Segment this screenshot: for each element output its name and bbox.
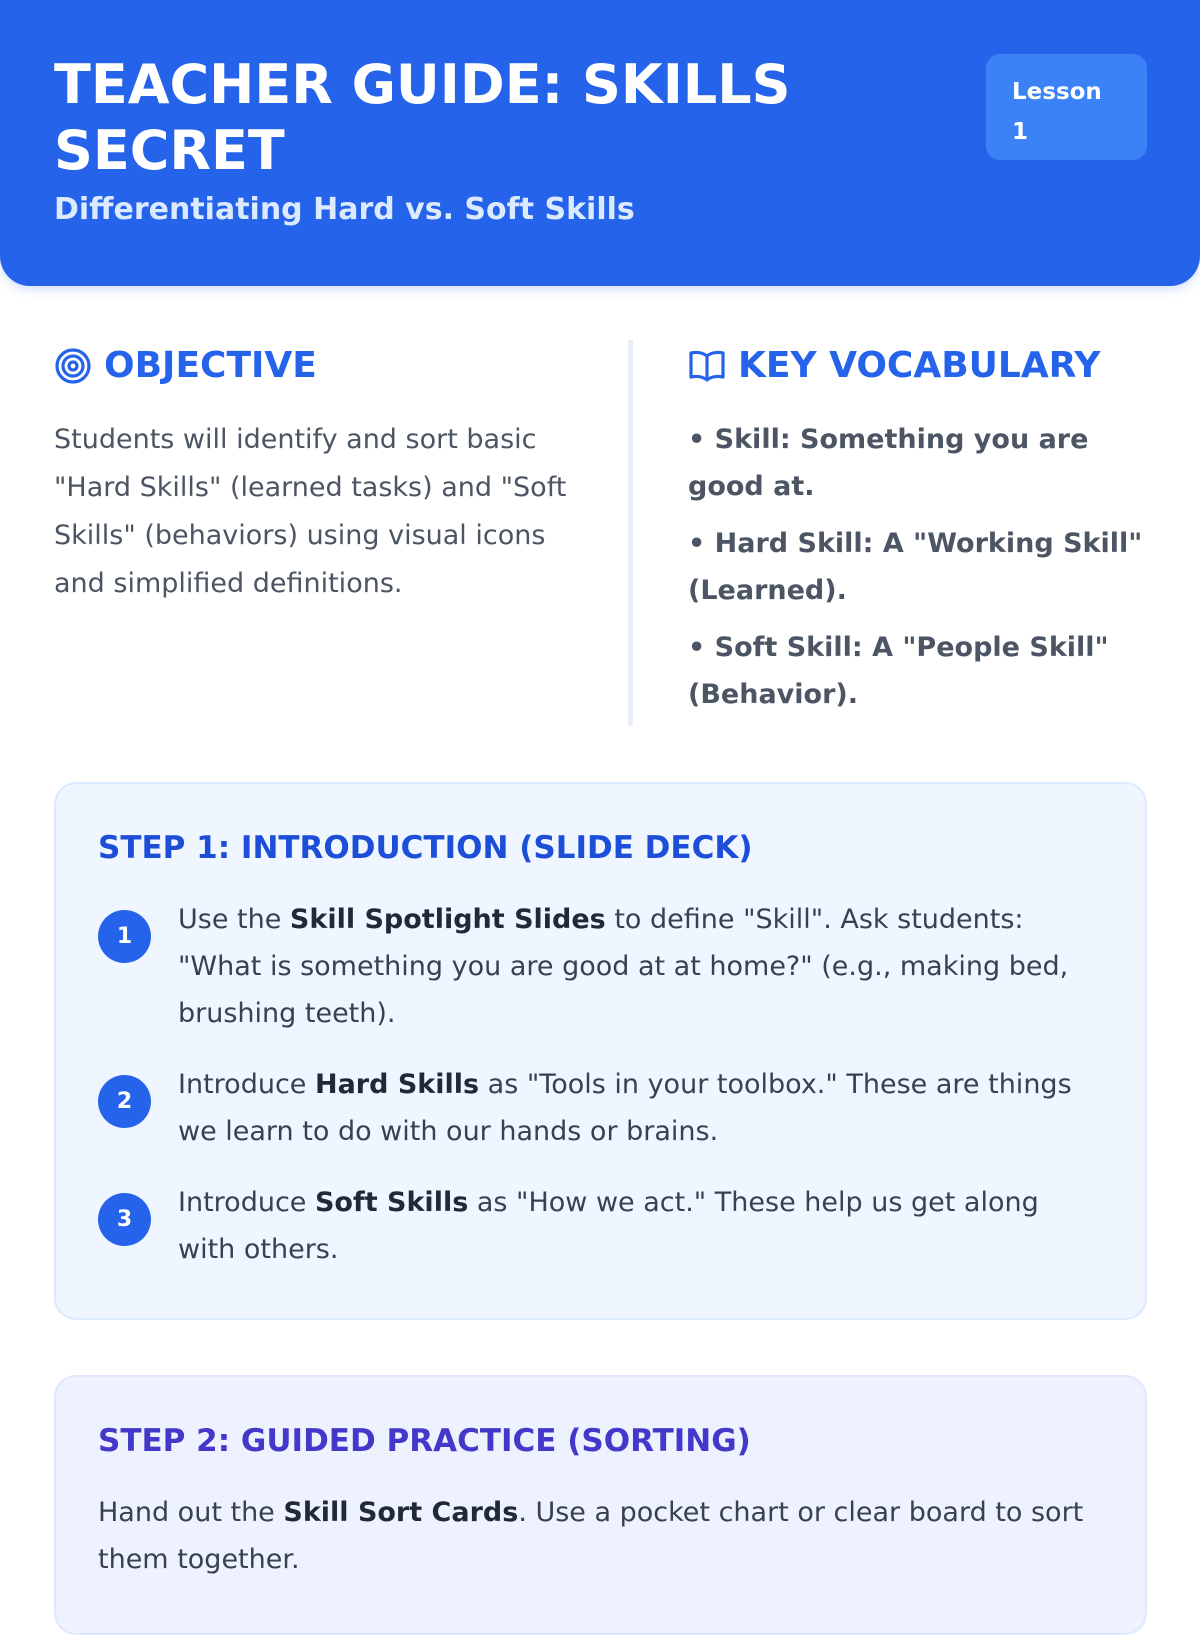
page-title: TEACHER GUIDE: SKILLS SECRET bbox=[54, 53, 791, 182]
step1-item bbox=[98, 896, 1108, 1037]
step1-title: STEP 1: INTRODUCTION (SLIDE DECK) bbox=[98, 830, 753, 866]
step-number-badge: 3 bbox=[98, 1193, 151, 1246]
step-text: Introduce Hard Skills as "Tools in your toolbox." These are things we learn to do with our hands or brains. bbox=[178, 1069, 1072, 1147]
step-highlight: Skill Sort Cards bbox=[283, 1497, 519, 1528]
header-banner bbox=[0, 0, 1200, 286]
lesson-badge: Lesson 1 bbox=[986, 54, 1147, 160]
vocabulary-heading bbox=[688, 340, 1148, 392]
vocabulary-list bbox=[688, 416, 1148, 718]
step2-text: Hand out the Skill Sort Cards. Use a pocket chart or clear board to sort them together. bbox=[98, 1497, 1084, 1575]
step-number-badge: 2 bbox=[98, 1075, 151, 1128]
objective-text: Students will identify and sort basic "Hard Skills" (learned tasks) and "Soft Skills" (behaviors) using visual icons and simplified definitions. bbox=[54, 424, 567, 599]
vocabulary-heading-label: KEY VOCABULARY bbox=[738, 345, 1101, 386]
step2-card bbox=[54, 1375, 1147, 1635]
step1-item bbox=[98, 1061, 1108, 1155]
step1-card bbox=[54, 782, 1147, 1320]
step1-item bbox=[98, 1179, 1108, 1273]
page-subtitle: Differentiating Hard vs. Soft Skills bbox=[54, 192, 635, 227]
step1-list bbox=[98, 896, 1108, 1297]
vocabulary-item-hard-skill: • Hard Skill: A "Working Skill" (Learned). bbox=[688, 528, 1143, 606]
step2-title: STEP 2: GUIDED PRACTICE (SORTING) bbox=[98, 1423, 751, 1459]
target-icon bbox=[54, 347, 92, 385]
vocabulary-section bbox=[688, 340, 1148, 728]
objective-section bbox=[54, 340, 594, 608]
step-number-badge: 1 bbox=[98, 910, 151, 963]
vocabulary-item-soft-skill: • Soft Skill: A "People Skill" (Behavior). bbox=[688, 632, 1109, 710]
step-highlight: Soft Skills bbox=[314, 1187, 469, 1218]
open-book-icon bbox=[688, 348, 726, 384]
step-highlight: Hard Skills bbox=[314, 1069, 480, 1100]
objective-heading bbox=[54, 340, 594, 392]
column-divider bbox=[628, 340, 633, 726]
step-text: Use the Skill Spotlight Slides to define "Skill". Ask students: "What is something you are good at at home?" (e.g., making bed, brushing teeth). bbox=[178, 904, 1069, 1029]
step-text: Introduce Soft Skills as "How we act." These help us get along with others. bbox=[178, 1187, 1039, 1265]
vocabulary-item-skill: • Skill: Something you are good at. bbox=[688, 424, 1089, 502]
step-highlight: Skill Spotlight Slides bbox=[289, 904, 606, 935]
objective-heading-label: OBJECTIVE bbox=[104, 345, 317, 386]
